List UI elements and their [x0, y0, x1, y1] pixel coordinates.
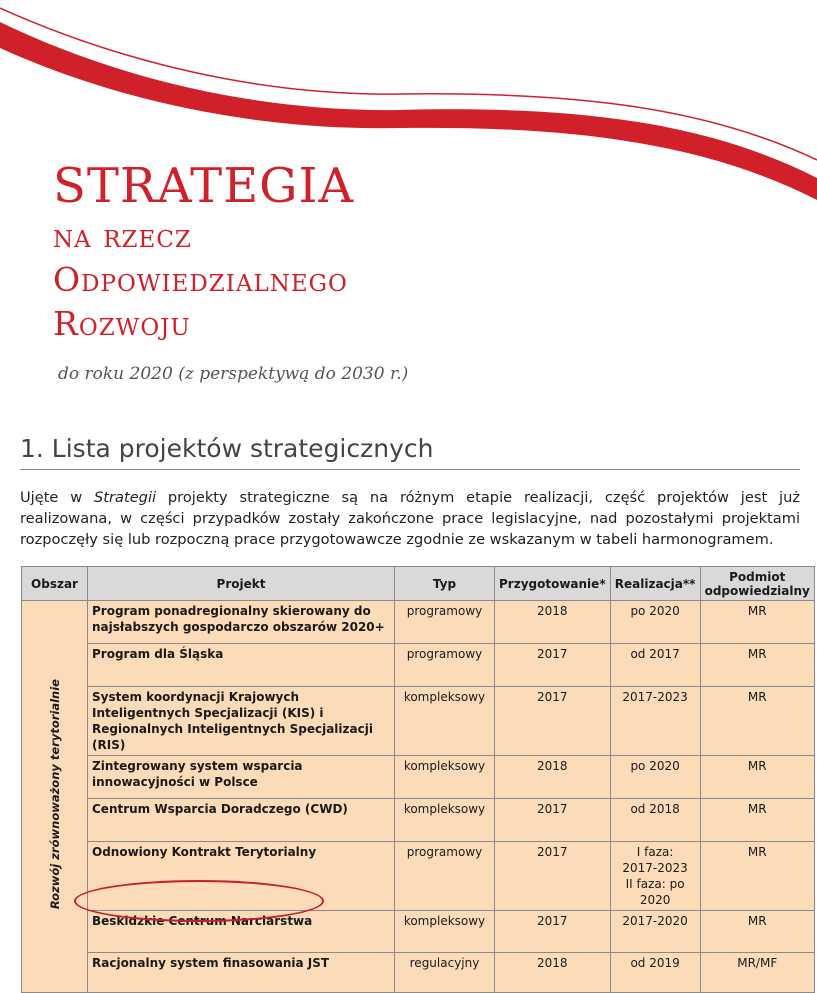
header-typ: Typ	[395, 567, 495, 601]
document-subtitle: do roku 2020 (z perspektywą do 2030 r.)	[58, 364, 409, 384]
projects-table	[21, 566, 815, 993]
title-line-3: Odpowiedzialnego	[53, 260, 348, 299]
cell-podmiot: MR	[700, 687, 814, 756]
intro-text-start: Ujęte w	[20, 489, 95, 506]
cell-typ: kompleksowy	[395, 687, 495, 756]
cell-typ: kompleksowy	[395, 756, 495, 799]
cell-przygotowanie: 2017	[495, 687, 611, 756]
table-header-row	[22, 567, 815, 601]
cell-przygotowanie: 2018	[495, 601, 611, 644]
cell-podmiot: MR	[700, 911, 814, 953]
header-projekt: Projekt	[88, 567, 395, 601]
header-przygotowanie: Przygotowanie*	[495, 567, 611, 601]
cell-realizacja: po 2020	[610, 601, 700, 644]
area-cell	[22, 601, 88, 993]
cell-podmiot: MR/MF	[700, 953, 814, 993]
cell-podmiot: MR	[700, 601, 814, 644]
cell-przygotowanie: 2017	[495, 799, 611, 842]
intro-text-rest: projekty strategiczne są na różnym etapie realizacji, część projektów jest już realizowana, w części przypadków zostały zakończone prace legislacyjne, nad pozostałymi projektami rozpoczęły się lub rozpoczną prace przygotowawcze zgodnie ze wskazanym w tabeli harmonogramem.	[20, 489, 800, 548]
table-row	[22, 799, 815, 842]
cell-przygotowanie: 2017	[495, 842, 611, 911]
cell-projekt: Racjonalny system finasowania JST	[88, 953, 395, 993]
intro-paragraph	[20, 487, 800, 550]
cell-przygotowanie: 2017	[495, 911, 611, 953]
table-row	[22, 601, 815, 644]
cell-projekt: Odnowiony Kontrakt Terytorialny	[88, 842, 395, 911]
table-row	[22, 756, 815, 799]
cell-realizacja: po 2020	[610, 756, 700, 799]
cell-typ: programowy	[395, 644, 495, 687]
cell-realizacja: od 2017	[610, 644, 700, 687]
cell-realizacja: 2017-2020	[610, 911, 700, 953]
cell-podmiot: MR	[700, 644, 814, 687]
document-title	[53, 158, 354, 346]
cell-projekt: Zintegrowany system wsparcia innowacyjności w Polsce	[88, 756, 395, 799]
cell-realizacja: 2017-2023	[610, 687, 700, 756]
title-line-2: na rzecz	[53, 216, 192, 255]
table-row	[22, 687, 815, 756]
highlight-ellipse	[74, 880, 324, 922]
cell-projekt: Centrum Wsparcia Doradczego (CWD)	[88, 799, 395, 842]
cell-typ: kompleksowy	[395, 911, 495, 953]
header-podmiot: Podmiot odpowiedzialny	[700, 567, 814, 601]
cell-podmiot: MR	[700, 799, 814, 842]
cell-podmiot: MR	[700, 842, 814, 911]
cell-typ: programowy	[395, 842, 495, 911]
area-label: Rozwój zrównoważony terytorialnie	[47, 679, 62, 910]
cell-typ: regulacyjny	[395, 953, 495, 993]
cell-podmiot: MR	[700, 756, 814, 799]
section-heading: 1. Lista projektów strategicznych	[20, 434, 434, 463]
section-divider	[20, 469, 800, 470]
cell-realizacja: od 2018	[610, 799, 700, 842]
cell-przygotowanie: 2018	[495, 953, 611, 993]
title-line-1: STRATEGIA	[53, 158, 355, 214]
cell-typ: programowy	[395, 601, 495, 644]
cell-projekt: Beskidzkie Centrum Narciarstwa	[88, 911, 395, 953]
cell-projekt: Program ponadregionalny skierowany do najsłabszych gospodarczo obszarów 2020+	[88, 601, 395, 644]
title-line-4: Rozwoju	[53, 304, 191, 343]
cell-projekt: Program dla Śląska	[88, 644, 395, 687]
cell-typ: kompleksowy	[395, 799, 495, 842]
cell-projekt: System koordynacji Krajowych Inteligentnych Specjalizacji (KIS) i Regionalnych Inteligentnych Specjalizacji (RIS)	[88, 687, 395, 756]
cell-realizacja: od 2019	[610, 953, 700, 993]
cell-przygotowanie: 2017	[495, 644, 611, 687]
cell-realizacja: I faza: 2017-2023 II faza: po 2020	[610, 842, 700, 911]
intro-emphasis: Strategii	[94, 489, 157, 506]
cell-przygotowanie: 2018	[495, 756, 611, 799]
header-realizacja: Realizacja**	[610, 567, 700, 601]
table-row	[22, 644, 815, 687]
header-obszar: Obszar	[22, 567, 88, 601]
